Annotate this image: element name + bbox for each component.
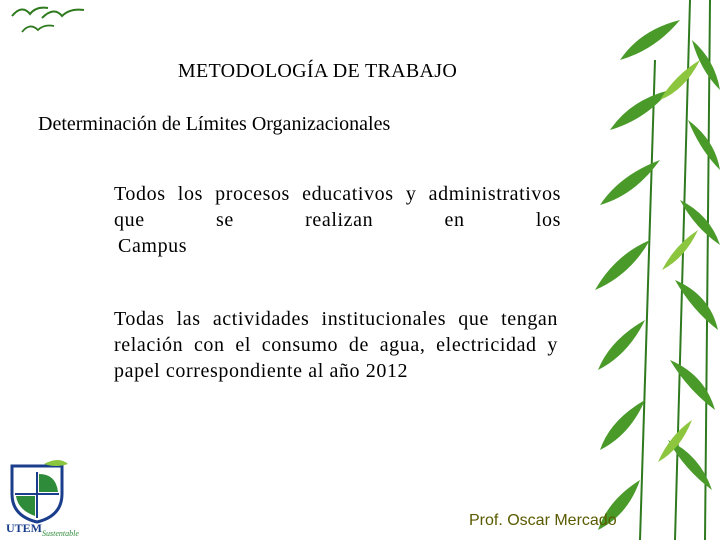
paragraph-1-line-1: Todos los procesos educativos y administrativos que se realizan en los — [114, 183, 561, 231]
logo-name: UTEM — [6, 521, 42, 535]
utem-logo — [4, 458, 86, 538]
author-credit: Prof. Oscar Mercado — [469, 512, 617, 529]
logo-tagline: Sustentable — [42, 529, 79, 538]
paragraph-1 — [114, 181, 561, 259]
subtitle: Determinación de Límites Organizacionales — [38, 113, 391, 135]
birds-icon — [8, 2, 86, 38]
page-title: METODOLOGÍA DE TRABAJO — [177, 60, 458, 82]
paragraph-1-line-2: Campus — [118, 235, 188, 257]
paragraph-2: Todas las actividades institucionales que tengan relación con el consumo de agua, electricidad y papel correspondiente al año 2012 — [114, 308, 558, 382]
